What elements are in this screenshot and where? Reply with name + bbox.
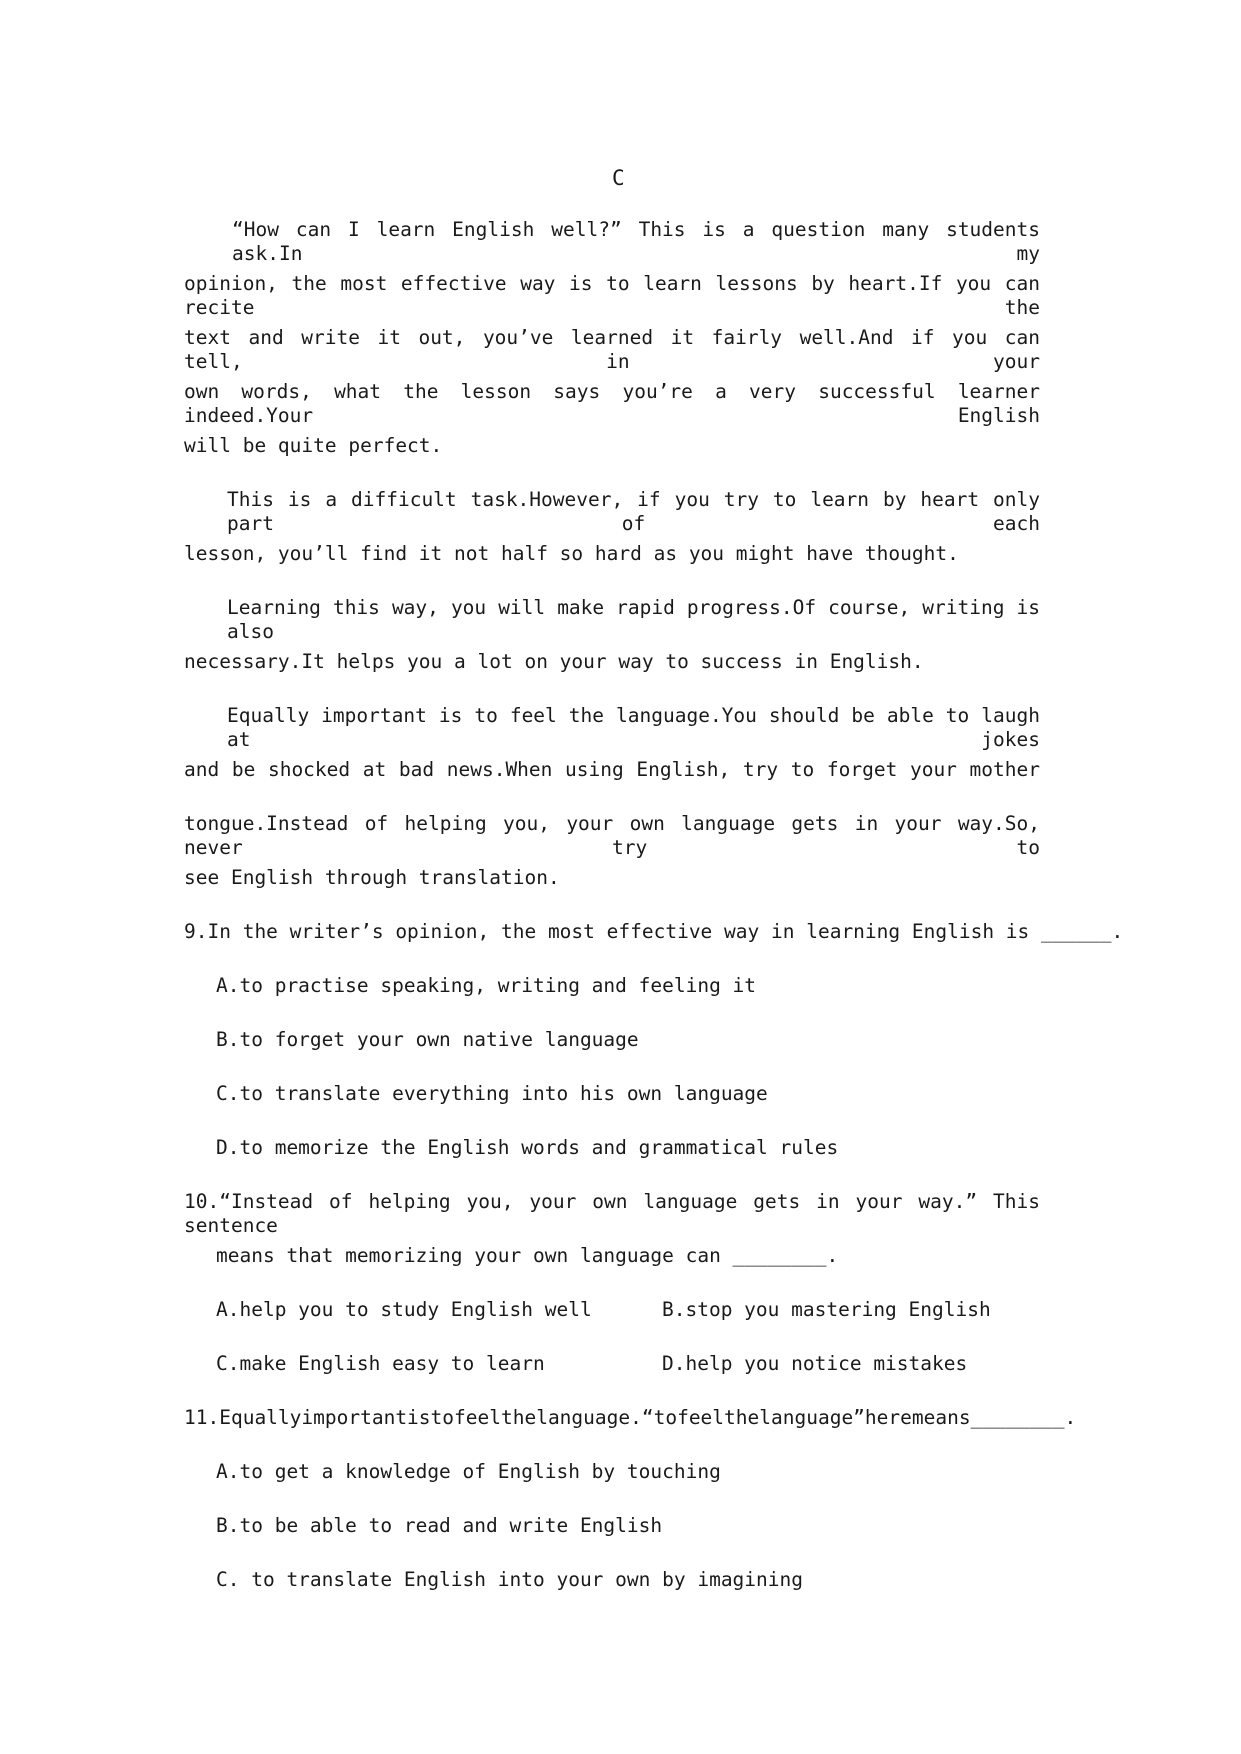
question-stem: means that memorizing your own language can ________. xyxy=(216,1244,839,1267)
answer-option: C. to translate English into your own by imagining xyxy=(216,1568,803,1591)
answer-option: B.stop you mastering English xyxy=(662,1298,991,1321)
answer-option: D.help you notice mistakes xyxy=(662,1352,968,1375)
passage-line: lesson, you’ll find it not half so hard as you might have thought. xyxy=(184,542,959,565)
passage-line: Learning this way, you will make rapid progress.Of course, writing is also xyxy=(227,596,1040,643)
passage-line: “How can I learn English well?” This is a question many students ask.In my xyxy=(232,218,1040,265)
answer-option: C.to translate everything into his own language xyxy=(216,1082,768,1105)
passage-line: opinion, the most effective way is to learn lessons by heart.If you can recite the xyxy=(184,272,1040,319)
answer-option: B.to be able to read and write English xyxy=(216,1514,663,1537)
answer-option: A.help you to study English well xyxy=(216,1298,592,1321)
answer-option: B.to forget your own native language xyxy=(216,1028,639,1051)
passage-line: Equally important is to feel the language.You should be able to laugh at jokes xyxy=(227,704,1040,751)
question-stem: 9.In the writer’s opinion, the most effective way in learning English is ______. xyxy=(184,920,1124,943)
answer-option: D.to memorize the English words and grammatical rules xyxy=(216,1136,839,1159)
question-stem: 10.“Instead of helping you, your own language gets in your way.” This sentence xyxy=(184,1190,1040,1237)
section-letter: C xyxy=(612,166,625,190)
passage-line: text and write it out, you’ve learned it fairly well.And if you can tell, in your xyxy=(184,326,1040,373)
question-stem: 11.Equallyimportantistofeelthelanguage.“tofeelthelanguage”heremeans________. xyxy=(184,1406,1077,1429)
answer-option: A.to get a knowledge of English by touching xyxy=(216,1460,721,1483)
passage-line: This is a difficult task.However, if you try to learn by heart only part of each xyxy=(227,488,1040,535)
answer-option: A.to practise speaking, writing and feeling it xyxy=(216,974,757,997)
passage-line: will be quite perfect. xyxy=(184,434,443,457)
answer-option: C.make English easy to learn xyxy=(216,1352,545,1375)
passage-line: see English through translation. xyxy=(184,866,560,889)
passage-line: and be shocked at bad news.When using English, try to forget your mother xyxy=(184,758,1040,781)
passage-line: necessary.It helps you a lot on your way to success in English. xyxy=(184,650,924,673)
passage-line: own words, what the lesson says you’re a very successful learner indeed.Your English xyxy=(184,380,1040,427)
passage-line: tongue.Instead of helping you, your own language gets in your way.So, never try to xyxy=(184,812,1040,859)
